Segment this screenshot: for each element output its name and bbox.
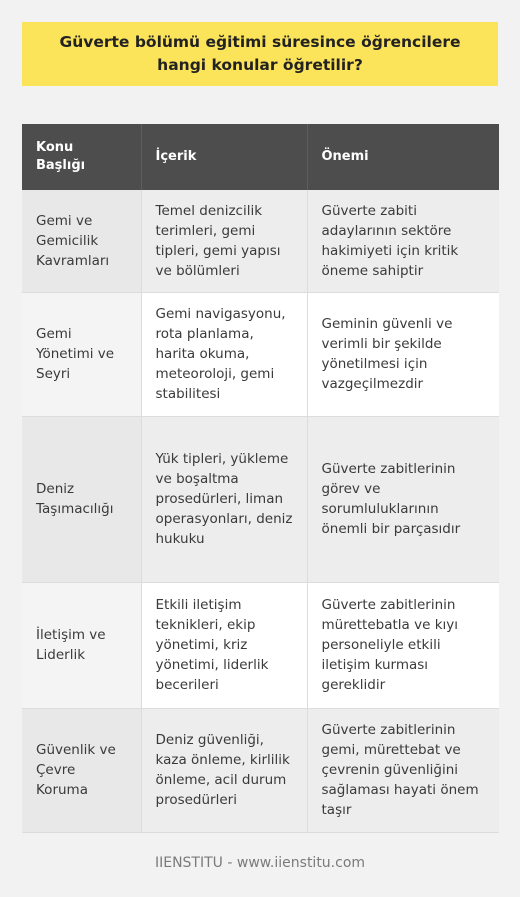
table-header-row <box>22 124 499 190</box>
content-cell: Etkili iletişim teknikleri, ekip yönetimi, kriz yönetimi, liderlik becerileri <box>141 582 307 708</box>
content-cell: Deniz güvenliği, kaza önleme, kirlilik önleme, acil durum prosedürleri <box>141 708 307 832</box>
column-header-content: İçerik <box>141 124 307 190</box>
topics-table <box>22 124 499 833</box>
table-row <box>22 416 499 582</box>
content-cell: Temel denizcilik terimleri, gemi tipleri, gemi yapısı ve bölümleri <box>141 190 307 292</box>
column-header-topic: Konu Başlığı <box>22 124 141 190</box>
title-banner <box>22 22 498 86</box>
content-cell: Yük tipleri, yükleme ve boşaltma prosedürleri, liman operasyonları, deniz hukuku <box>141 416 307 582</box>
table-row <box>22 582 499 708</box>
importance-cell: Güverte zabitlerinin gemi, mürettebat ve çevrenin güvenliğini sağlaması hayati önem taşır <box>307 708 499 832</box>
topic-cell: Gemi ve Gemicilik Kavramları <box>22 190 141 292</box>
topic-cell: İletişim ve Liderlik <box>22 582 141 708</box>
table-row <box>22 708 499 832</box>
content-cell: Gemi navigasyonu, rota planlama, harita okuma, meteoroloji, gemi stabilitesi <box>141 292 307 416</box>
importance-cell: Güverte zabitlerinin mürettebatla ve kıyı personeliyle etkili iletişim kurması gereklidir <box>307 582 499 708</box>
topic-cell: Güvenlik ve Çevre Koruma <box>22 708 141 832</box>
importance-cell: Güverte zabitlerinin görev ve sorumluluklarının önemli bir parçasıdır <box>307 416 499 582</box>
importance-cell: Geminin güvenli ve verimli bir şekilde yönetilmesi için vazgeçilmezdir <box>307 292 499 416</box>
table-row <box>22 292 499 416</box>
topic-cell: Deniz Taşımacılığı <box>22 416 141 582</box>
importance-cell: Güverte zabiti adaylarının sektöre hakimiyeti için kritik öneme sahiptir <box>307 190 499 292</box>
page-title: Güverte bölümü eğitimi süresince öğrencilere hangi konular öğretilir? <box>59 33 461 74</box>
footer-credit: IIENSTITU - www.iienstitu.com <box>154 855 366 871</box>
topic-cell: Gemi Yönetimi ve Seyri <box>22 292 141 416</box>
table-row <box>22 190 499 292</box>
column-header-importance: Önemi <box>307 124 499 190</box>
